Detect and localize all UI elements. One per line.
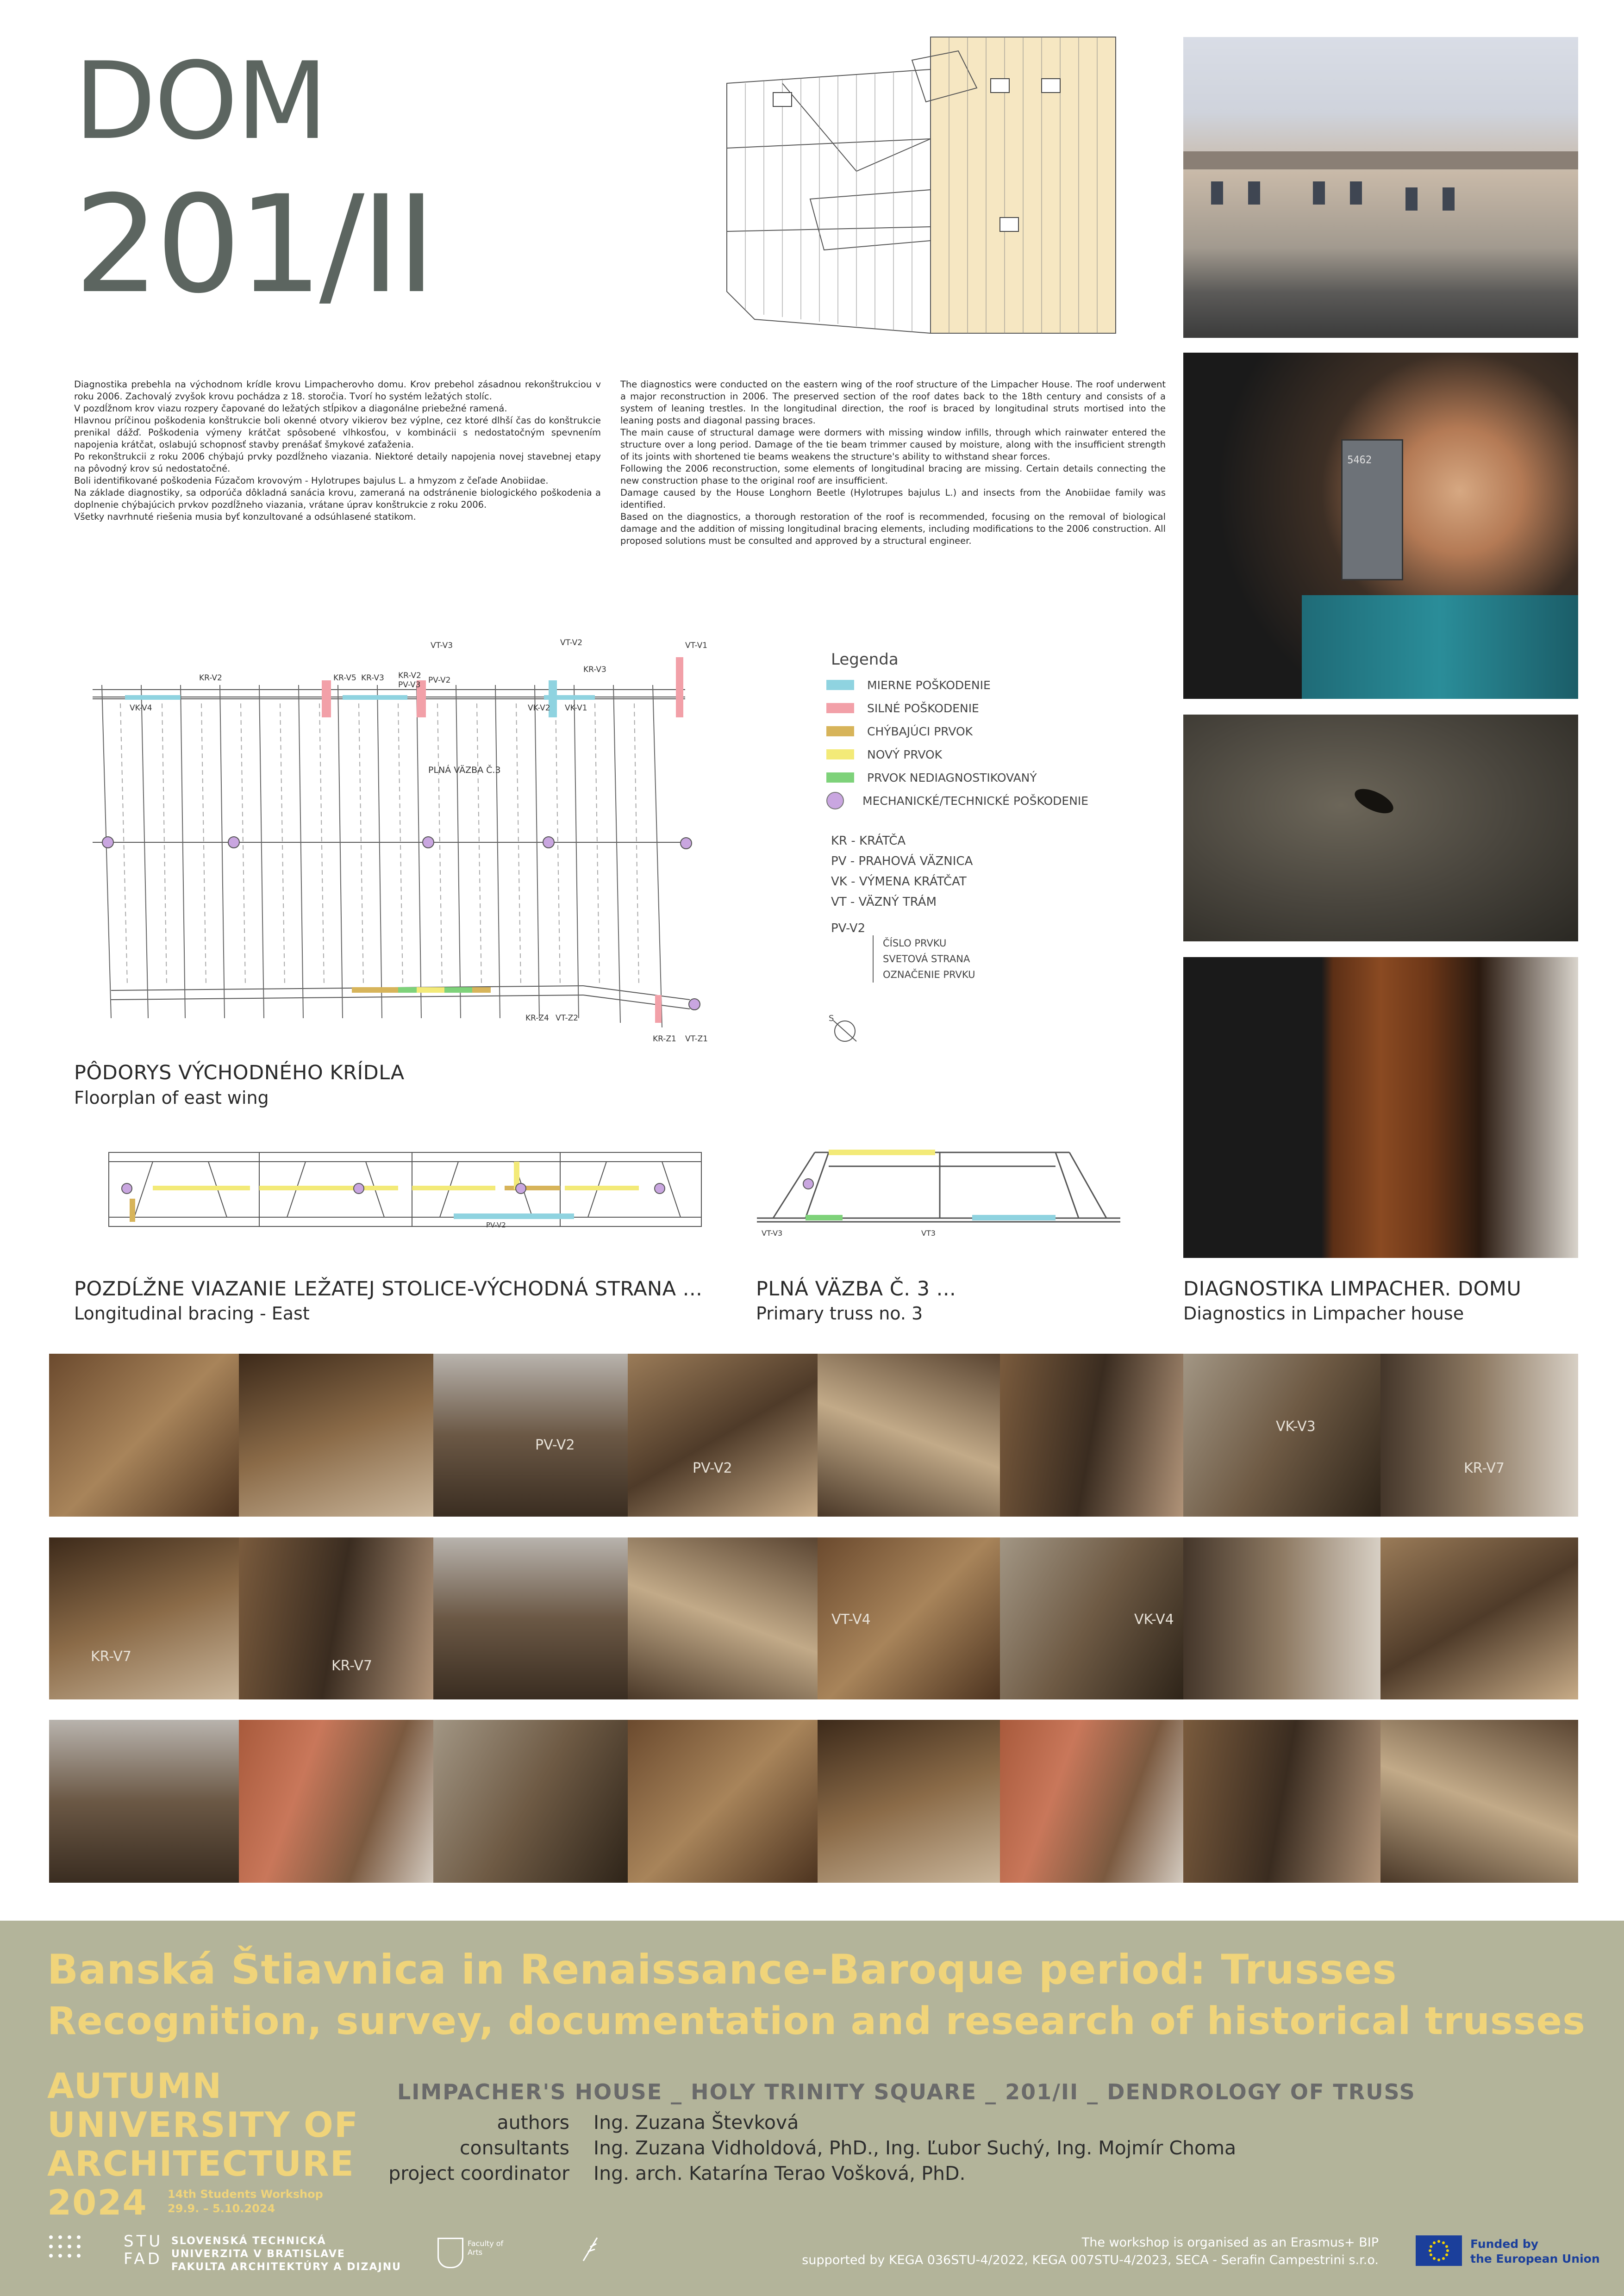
fp-label: KR-V2 [199,673,222,683]
truss-photo [433,1720,628,1883]
caption-diag-sk: DIAGNOSTIKA LIMPACHER. DOMU [1183,1277,1522,1300]
photo-mark: KR-V7 [331,1658,372,1674]
legend-swatch [826,703,854,713]
fp-label: KR-Z1 [653,1034,676,1044]
truss-photo [818,1537,1000,1699]
meter-reading: 5462 [1347,454,1372,466]
legend-abbrev: KR - KRÁTČA [831,834,906,848]
fp-label: KR-V3 [361,673,384,683]
north-arrow [829,1014,861,1046]
truss-photo [1000,1720,1183,1883]
description-sk [74,379,601,523]
text-sk-paragraph: Na základe diagnostiky, sa odporúča dôkladná sanácia krovu, zameraná na odstránenie biologického poškodenia a doplnenie chýbajúcich prvkov pozdĺžneho viazania, vrátane úprav konštrukcie z roku 2006. [74,487,601,510]
autumn-line: 2024 [47,2182,148,2223]
kega-note: supported by KEGA 036STU-4/2022, KEGA 007STU-4/2023, SECA - Serafin Campestrini s.r.o. [802,2253,1379,2267]
floorplan-east-wing [74,634,722,1051]
truss-photo [628,1354,818,1517]
text-sk-paragraph: Hlavnou príčinou poškodenia konštrukcie boli okenné otvory vikierov bez výplne, cez ktoré dlhší čas do konštrukcie prenikal dážď. Poškodenia výmeny krátčat spôsobené vlhkosťou, v kombinácii s nedostatočným spevnením napojenia krátčat, oslabujú schopnosť stavby prenášať šmykové zaťaženia. [74,415,601,450]
faculty-arts-text: Faculty of Arts [468,2239,504,2257]
truss-photo [433,1354,628,1517]
title-house-number: 201/II [74,167,433,323]
text-en-paragraph: Damage caused by the House Longhorn Beetle (Hylotrupes bajulus L.) and insects from the Anobiidae family was identified. [620,487,1166,510]
fp-label: KR-Z4 [525,1014,549,1023]
legend-title: Legenda [831,650,899,669]
autumn-line: UNIVERSITY OF [47,2104,359,2145]
photo-mark: KR-V7 [91,1649,131,1665]
fp-label: VT-V3 [431,641,453,650]
caption-bracing-en: Longitudinal bracing - East [74,1303,310,1324]
description-en [620,379,1166,547]
funded-by-eu [1470,2237,1600,2266]
caption-truss-sk: PLNÁ VÄZBA Č. 3 ... [756,1277,956,1300]
legend-item-label: CHÝBAJÚCI PRVOK [867,724,973,738]
truss-photo [1000,1354,1183,1517]
eu-flag-icon [1416,2235,1462,2266]
legend-item-label: SILNÉ POŠKODENIE [867,701,979,715]
role-label: authors [497,2111,569,2134]
footer-headline: Banská Štiavnica in Renaissance-Baroque period: Trusses [47,1946,1397,1993]
workshop-label: 14th Students Workshop [168,2188,323,2201]
truss-photo [239,1537,433,1699]
diagnostics-drill-photo [1183,353,1578,699]
truss-photo [1380,1720,1578,1883]
footer-band [0,1921,1624,2296]
caption-floorplan-sk: PÔDORYS VÝCHODNÉHO KRÍDLA [74,1061,405,1084]
photo-mark: VK-V4 [1134,1612,1174,1628]
legend-code-part: OZNAČENIE PRVKU [883,969,975,980]
fp-label: VT-V2 [560,638,583,647]
fp-label: KR-V2 [398,671,421,680]
legend-item-label: MIERNE POŠKODENIE [867,678,991,692]
truss-photo [818,1354,1000,1517]
text-sk-paragraph: Boli identifikované poškodenia Fúzačom krovovým - Hylotrupes bajulus L. a hmyzom z čeľade Anobiidae. [74,475,549,486]
fad-text: FAD [124,2250,162,2268]
text-en-paragraph: Based on the diagnostics, a thorough restoration of the roof is recommended, focusing on the removal of biological damage and the addition of missing longitudinal bracing elements, including modifications to the 2006 construction. All proposed solutions must be consulted and approved by a structural engineer. [620,511,1166,546]
truss-photo [818,1720,1000,1883]
legend-item [826,697,1160,720]
legend-circle-swatch [826,792,844,809]
truss-photo [628,1537,818,1699]
fp-label: VK-V1 [565,703,587,713]
legend-item [826,743,1160,766]
fp-label: VK-V4 [130,703,152,713]
legend-abbrev: PV - PRAHOVÁ VÄZNICA [831,854,973,868]
truss-photo [239,1354,433,1517]
stu-text: STU [124,2232,163,2251]
legend-swatch [826,680,854,690]
fp-label: KR-V5 [333,673,356,683]
university-line: UNIVERZITA V BRATISLAVE [171,2248,345,2260]
north-label: S [829,1014,834,1023]
fp-label: VT-Z2 [556,1014,579,1023]
legend-swatch [826,749,854,759]
caption-floorplan-en: Floorplan of east wing [74,1088,269,1108]
truss-photo [49,1354,239,1517]
photo-mark: KR-V7 [1464,1460,1505,1476]
legend-item [826,789,1160,812]
legend-item-label: MECHANICKÉ/TECHNICKÉ POŠKODENIE [862,794,1089,808]
project-title: LIMPACHER'S HOUSE _ HOLY TRINITY SQUARE _ 201/II _ DENDROLOGY OF TRUSS [397,2079,1416,2104]
truss-label: VT3 [921,1229,936,1238]
caption-truss-en: Primary truss no. 3 [756,1303,923,1324]
truss-photo [1183,1354,1380,1517]
funded-line: the European Union [1470,2252,1600,2265]
legend-item [826,766,1160,789]
photo-mark: PV-V2 [535,1437,575,1453]
legend-abbrev: VK - VÝMENA KRÁTČAT [831,875,967,889]
truss-label: VT-V3 [762,1229,783,1238]
fp-label: VT-V1 [685,641,708,650]
caption-diag-en: Diagnostics in Limpacher house [1183,1303,1464,1324]
truss-photo [433,1537,628,1699]
legend-swatch [826,772,854,783]
legend-swatch [826,726,854,736]
legend-code-example: PV-V2 [831,921,866,935]
truss-photo [1380,1354,1578,1517]
faculty-arts-logo [437,2238,463,2268]
role-names: Ing. Zuzana Vidholdová, PhD., Ing. Ľubor Suchý, Ing. Mojmír Choma [593,2137,1237,2159]
photo-mark: PV-V2 [693,1460,732,1476]
caption-bracing-sk: POZDĹŽNE VIAZANIE LEŽATEJ STOLICE-VÝCHODNÁ STRANA ... [74,1277,703,1300]
text-sk-paragraph: Diagnostika prebehla na východnom krídle krovu Limpacherovho domu. Krov prebehol zásadnou rekonštrukciou v roku 2006. Zachovalý zvyšok krovu pochádza z 18. storočia. Tvorí ho systém ležatých stolíc. [74,379,601,402]
title-dom: DOM [74,40,326,163]
truss-photo [239,1720,433,1883]
photo-mark: VT-V4 [831,1612,871,1628]
text-sk-paragraph: Všetky navrhnuté riešenia musia byť konzultované a odsúhlasené statikom. [74,511,416,522]
fp-label: PLNÁ VÄZBA Č.3 [428,765,501,775]
feather-logo-icon [581,2235,600,2263]
fp-label: VT-Z1 [685,1034,708,1044]
truss-photo [49,1537,239,1699]
fp-label: VK-V2 [528,703,550,713]
legend-item-label: NOVÝ PRVOK [867,747,943,761]
truss-photo [1000,1537,1183,1699]
text-en-paragraph: The diagnostics were conducted on the eastern wing of the roof structure of the Limpacher House. The roof underwent a major reconstruction in 2006. The preserved section of the roof dates back to the 18th century and consists of a system of leaning trestles. In the longitudinal direction, the roof is braced by longitudinal struts mortised into the leaning posts and diagonal passing braces. [620,379,1166,426]
fp-label: PV-V2 [428,676,451,685]
truss-photo [49,1720,239,1883]
roof-plan-drawing [718,32,1125,352]
damaged-beam-photo [1183,957,1578,1258]
longitudinal-bracing-drawing [106,1148,704,1236]
bracing-label: PV-V2 [486,1221,506,1229]
text-sk-paragraph: Po rekonštrukcii z roku 2006 chýbajú prvky pozdĺžneho viazania. Niektoré detaily napojenia novej stavebnej etapy na pôvodný krov sú nedostatočné. [74,451,601,474]
university-line: SLOVENSKÁ TECHNICKÁ [171,2235,326,2247]
autumn-line: AUTUMN [47,2066,223,2106]
photo-mark: VK-V3 [1276,1419,1316,1435]
funded-line: Funded by [1470,2237,1539,2251]
text-en-paragraph: The main cause of structural damage were dormers with missing window infills, through which rainwater entered the structure over a long period. Damage of the tie beam trimmer caused by moisture, along with the insufficient strength of its joints with shortened tie beams weakens the structure's ability to withstand shear forces. [620,427,1166,462]
erasmus-note: The workshop is organised as an Erasmus+ BIP [1081,2235,1379,2250]
stu-fad-logo [47,2232,163,2271]
legend-code-part: ČÍSLO PRVKU [883,938,947,949]
legend-item [826,720,1160,743]
beetle-photo [1183,715,1578,941]
truss-photo [1183,1720,1380,1883]
legend-abbrev: VT - VÄZNÝ TRÁM [831,895,937,909]
role-names: Ing. Zuzana Števková [593,2111,799,2134]
university-line: FAKULTA ARCHITEKTÚRY A DIZAJNU [171,2261,401,2273]
text-sk-paragraph: V pozdĺžnom krov viazu rozpery čapované do ležatých stĺpikov a diagonálne priebežné ramená. [74,403,507,414]
primary-truss-drawing [755,1143,1125,1240]
workshop-dates: 29.9. – 5.10.2024 [168,2202,275,2215]
role-label: project coordinator [388,2162,569,2184]
truss-photo [628,1720,818,1883]
truss-photo [1380,1537,1578,1699]
legend [826,650,1160,1044]
text-en-paragraph: Following the 2006 reconstruction, some elements of longitudinal bracing are missing. Certain details connecting the new construction phase to the original roof are insufficient. [620,463,1166,486]
fp-label: KR-V3 [583,665,606,674]
role-label: consultants [460,2137,569,2159]
footer-subheadline: Recognition, survey, documentation and research of historical trusses [47,1999,1586,2043]
truss-photo [1183,1537,1380,1699]
legend-code-part: SVETOVÁ STRANA [883,953,970,964]
legend-item [826,673,1160,697]
autumn-line: ARCHITECTURE [47,2143,355,2184]
street-photo [1183,37,1578,338]
role-names: Ing. arch. Katarína Terao Vošková, PhD. [593,2162,966,2184]
fp-label: PV-V3 [398,680,421,690]
legend-item-label: PRVOK NEDIAGNOSTIKOVANÝ [867,771,1037,784]
